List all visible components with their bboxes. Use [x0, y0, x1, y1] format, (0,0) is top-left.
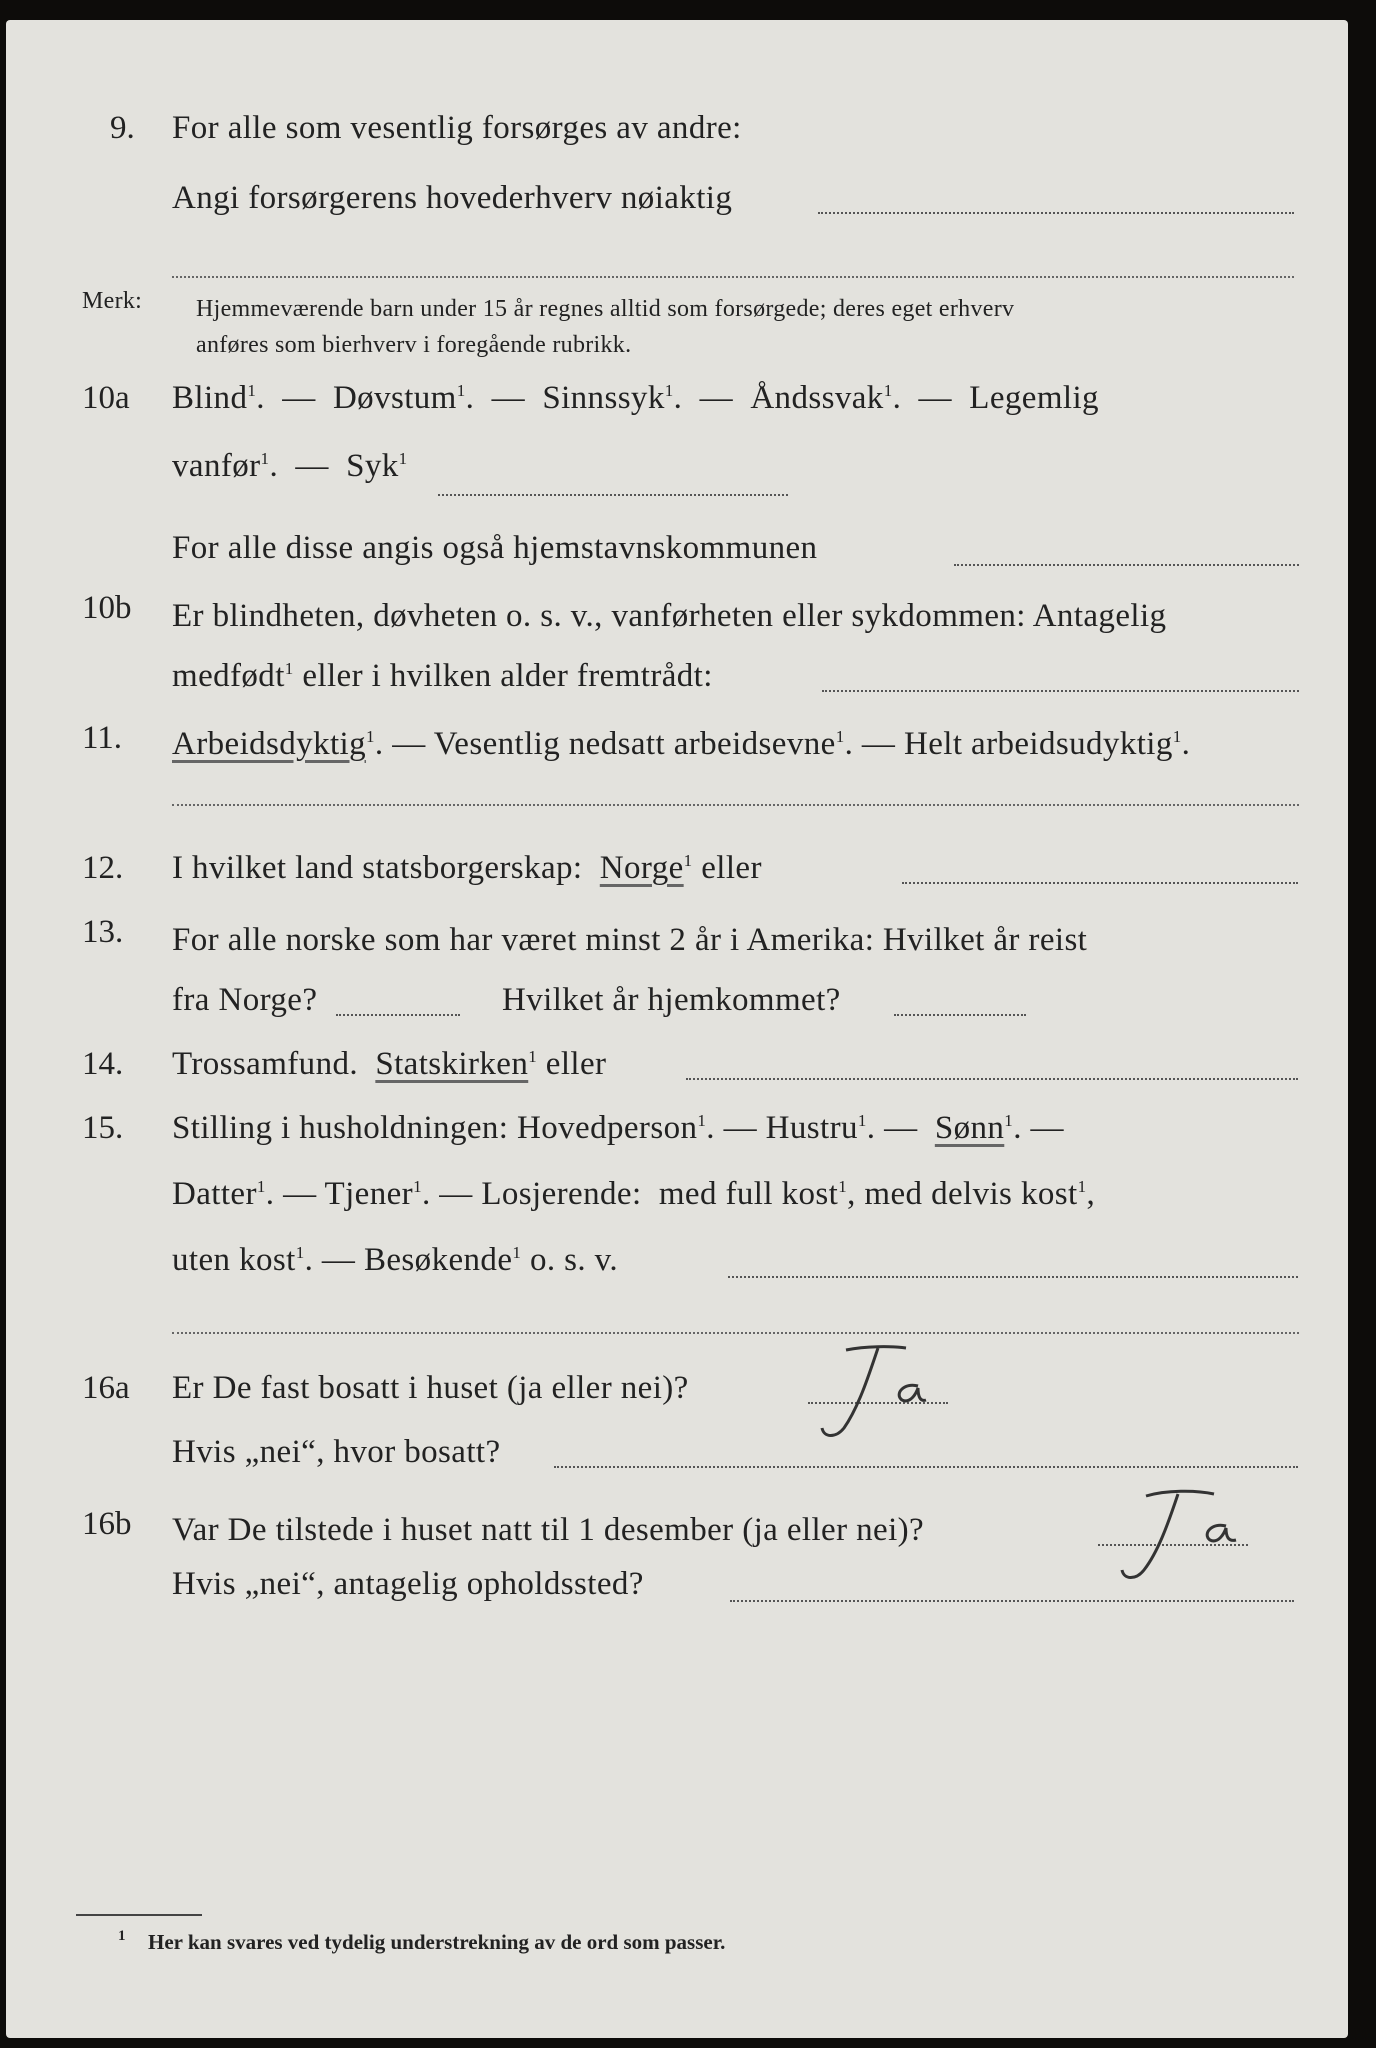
- q10b-answer-line: [822, 690, 1299, 692]
- q16a-line2: Hvis „nei“, hvor bosatt?: [172, 1434, 501, 1470]
- q15-line3: uten kost$^1$. — Besøkende$^1$ o. s. v.: [172, 1242, 619, 1278]
- merk-line1: Hjemmeværende barn under 15 år regnes alltid som forsørgede; deres eget erhverv: [196, 296, 1015, 322]
- q16b-handwritten-ja: [1096, 1482, 1256, 1592]
- q10a-line2: vanfør$^1$. — Syk$^1$: [172, 448, 408, 484]
- option-norge: Norge: [599, 850, 684, 886]
- q16b-opholdssted-answer-line: [730, 1600, 1294, 1602]
- option-andssvak: Åndssvak: [750, 380, 884, 416]
- q13-reist-answer-line: [336, 1014, 460, 1016]
- q13-hjemkommet-answer-line: [894, 1014, 1026, 1016]
- q15-answer-line-2: [172, 1332, 1299, 1334]
- q14-line: Trossamfund. Statskirken$^1$ eller: [172, 1046, 607, 1082]
- q9-answer-line: [818, 212, 1294, 214]
- q12-line: I hvilket land statsborgerskap: Norge$^1$ eller: [172, 850, 762, 886]
- footnote-rule: [76, 1914, 202, 1916]
- option-tjener: Tjener: [324, 1176, 414, 1212]
- option-nedsatt: Vesentlig nedsatt arbeidsevne: [433, 726, 836, 762]
- option-med-full-kost: med full kost: [658, 1176, 839, 1212]
- q13-line1: For alle norske som har været minst 2 år i Amerika: Hvilket år reist: [172, 922, 1088, 958]
- footnote-mark: 1: [118, 1928, 126, 1944]
- option-uten-kost: uten kost: [172, 1242, 296, 1278]
- q9-line1: For alle som vesentlig forsørges av andre:: [172, 110, 742, 146]
- q9-answer-line-2: [172, 276, 1294, 278]
- q15-line1: Stilling i husholdningen: Hovedperson$^1$. — Hustru$^1$. — Sønn$^1$. —: [172, 1110, 1064, 1146]
- footnote-text: Her kan svares ved tydelig understrekning av de ord som passer.: [148, 1930, 726, 1954]
- q10a-syk-answer-line: [438, 494, 788, 496]
- merk-line2: anføres som bierhverv i foregående rubrikk.: [196, 332, 632, 358]
- q16a-number: 16a: [82, 1370, 130, 1406]
- option-sonn: Sønn: [934, 1110, 1005, 1146]
- option-statskirken: Statskirken: [375, 1046, 529, 1082]
- q10b-number: 10b: [82, 590, 132, 626]
- q16b-line2: Hvis „nei“, antagelig opholdssted?: [172, 1566, 644, 1602]
- q13-line2b: Hvilket år hjemkommet?: [502, 982, 841, 1018]
- q10a-line3: For alle disse angis også hjemstavnskommunen: [172, 530, 818, 566]
- census-form-page: [6, 20, 1348, 2038]
- merk-label: Merk:: [82, 288, 143, 314]
- q9-number: 9.: [110, 110, 135, 146]
- option-hustru: Hustru: [765, 1110, 858, 1146]
- option-arbeidsdyktig: Arbeidsdyktig: [172, 726, 367, 762]
- q16b-number: 16b: [82, 1506, 132, 1542]
- q11-answer-line: [172, 804, 1299, 806]
- q11-line1: Arbeidsdyktig$^1$. — Vesentlig nedsatt arbeidsevne$^1$. — Helt arbeidsudyktig$^1$.: [172, 726, 1191, 762]
- option-udyktig: Helt arbeidsudyktig: [903, 726, 1173, 762]
- q15-line2: Datter$^1$. — Tjener$^1$. — Losjerende: med full kost$^1$, med delvis kost$^1$,: [172, 1176, 1096, 1212]
- q14-number: 14.: [82, 1046, 124, 1082]
- option-medfodt: medfødt: [172, 658, 285, 694]
- option-sinnssyk: Sinnssyk: [542, 380, 665, 416]
- option-datter: Datter: [172, 1176, 257, 1212]
- q12-number: 12.: [82, 850, 124, 886]
- option-blind: Blind: [172, 380, 248, 416]
- q10b-line2: medfødt$^1$ eller i hvilken alder fremtrådt:: [172, 658, 713, 694]
- q10a-number: 10a: [82, 380, 130, 416]
- q10a-line1: Blind$^1$. — Døvstum$^1$. — Sinnssyk$^1$. — Åndssvak$^1$. — Legemlig: [172, 380, 1099, 416]
- q13-number: 13.: [82, 914, 124, 950]
- q11-number: 11.: [82, 720, 123, 756]
- q16b-line1: Var De tilstede i huset natt til 1 desember (ja eller nei)?: [172, 1512, 925, 1548]
- q14-answer-line: [686, 1078, 1298, 1080]
- q13-line2a: fra Norge?: [172, 982, 318, 1018]
- q16a-bosatt-answer-line: [554, 1466, 1298, 1468]
- q16a-line1: Er De fast bosatt i huset (ja eller nei)?: [172, 1370, 689, 1406]
- option-dovstum: Døvstum: [332, 380, 457, 416]
- q9-line2: Angi forsørgerens hovederhverv nøiaktig: [172, 180, 733, 216]
- q15-answer-line: [728, 1276, 1298, 1278]
- q10a-hjemstavn-answer-line: [954, 564, 1299, 566]
- q12-answer-line: [902, 882, 1298, 884]
- q10b-line1: Er blindheten, døvheten o. s. v., vanførheten eller sykdommen: Antagelig: [172, 598, 1167, 634]
- option-syk: Syk: [346, 448, 399, 484]
- option-vanfor: vanfør: [172, 448, 261, 484]
- option-besokende: Besøkende: [363, 1242, 513, 1278]
- q16a-handwritten-ja: [806, 1338, 936, 1448]
- q15-number: 15.: [82, 1110, 124, 1146]
- option-med-delvis-kost: med delvis kost: [864, 1176, 1078, 1212]
- option-legemlig: Legemlig: [969, 380, 1099, 416]
